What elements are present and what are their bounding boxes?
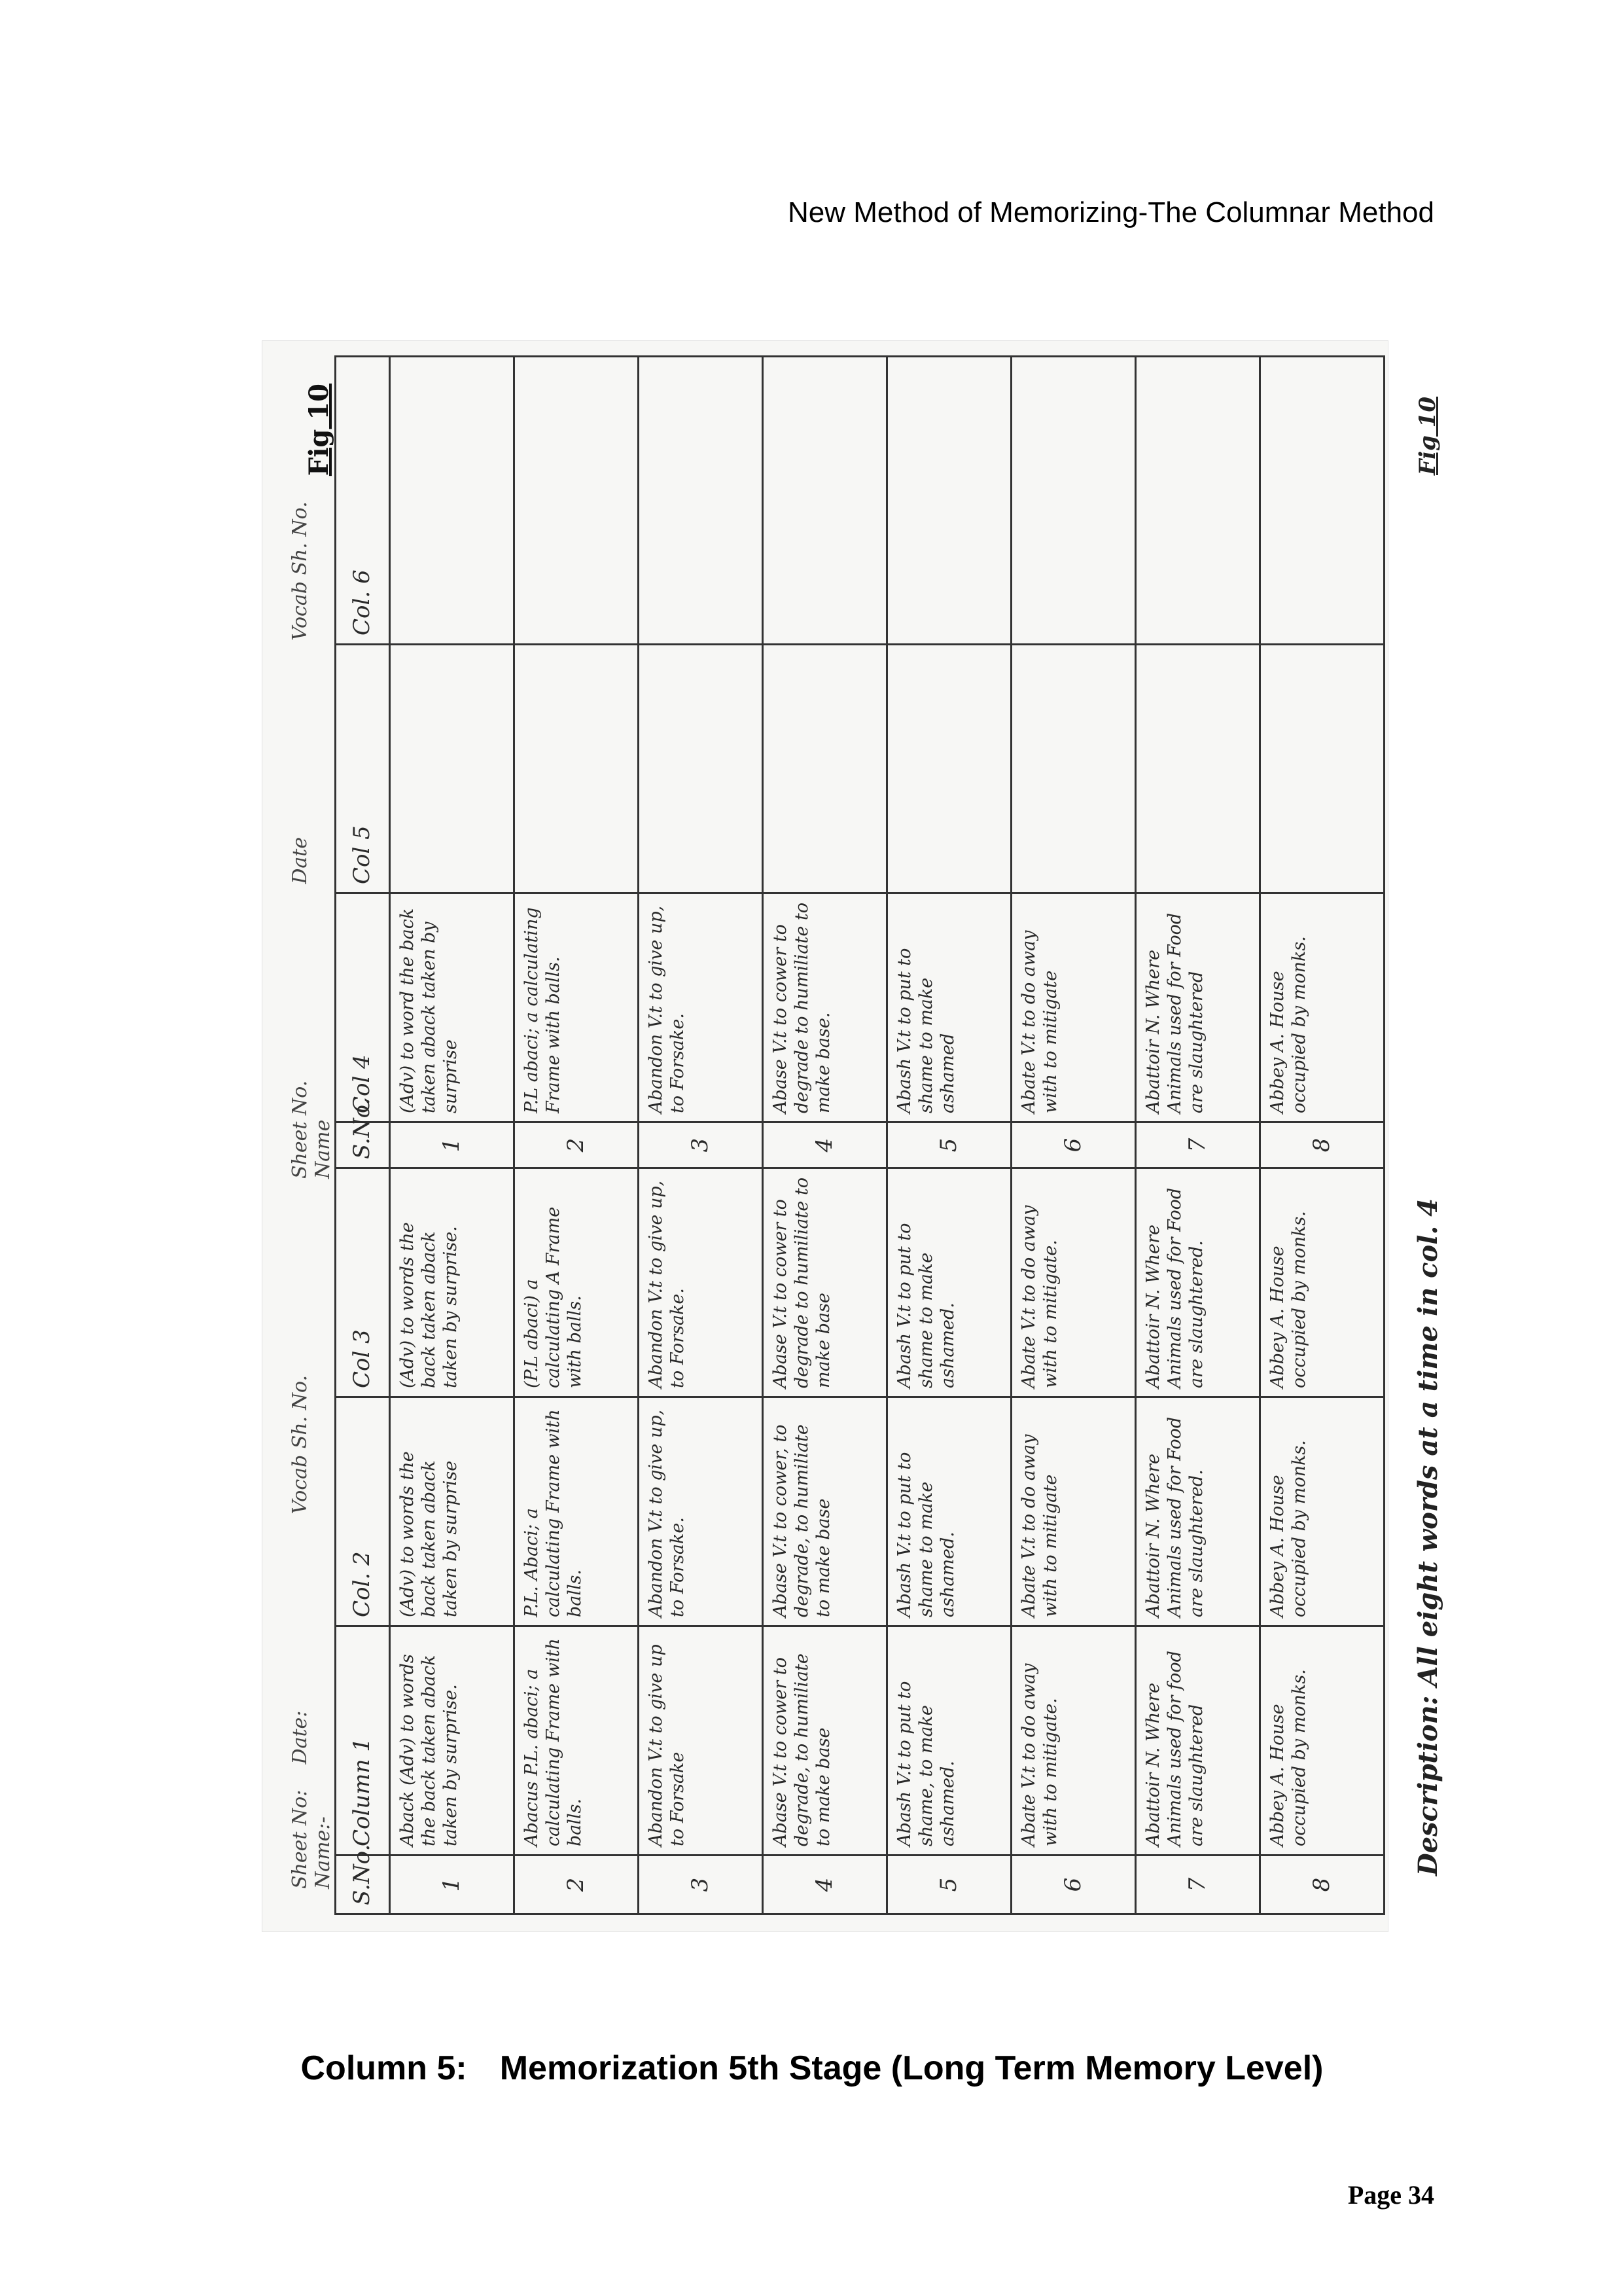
row-number: 2 <box>514 1856 639 1914</box>
worksheet-header <box>289 357 334 1915</box>
col2-cell: Abandon V.t to give up, to Forsake. <box>639 1397 763 1626</box>
row-number-2: 2 <box>514 1122 639 1168</box>
row-number-2: 6 <box>1012 1122 1136 1168</box>
header-col1: Column 1 <box>336 1626 390 1856</box>
col2-cell: Abate V.t to do away with to mitigate <box>1012 1397 1136 1626</box>
worksheet-description <box>1385 357 1470 1915</box>
col2-cell: (Adv) to words the back taken aback taken by surprise <box>390 1397 514 1626</box>
table-row <box>514 357 639 1914</box>
row-number: 8 <box>1260 1856 1385 1914</box>
figure-caption <box>0 2049 1624 2088</box>
col6-cell <box>639 357 763 645</box>
col4-cell: Abase V.t to cower to degrade to humiliate to make base. <box>763 893 887 1122</box>
row-number: 3 <box>639 1856 763 1914</box>
col5-cell <box>1136 645 1260 893</box>
page-header-title: New Method of Memorizing-The Columnar Method <box>788 196 1434 228</box>
header-col4: Col 4 <box>336 893 390 1122</box>
col2-cell: Abash V.t to put to shame to make ashamed. <box>887 1397 1012 1626</box>
col6-cell <box>887 357 1012 645</box>
caption-text: Memorization 5th Stage (Long Term Memory Level) <box>499 2049 1324 2087</box>
col5-cell <box>390 645 514 893</box>
col1-cell: Abash V.t to put to shame, to make ashamed. <box>887 1626 1012 1856</box>
description-text: Description: All eight words at a time in col. 4 <box>1412 1198 1443 1876</box>
col1-cell: Abate V.t to do away with to mitigate. <box>1012 1626 1136 1856</box>
col1-cell: Abattoir N. Where Animals used for food are slaughtered <box>1136 1626 1260 1856</box>
header-sno: S.No. <box>336 1856 390 1914</box>
col4-cell: Abandon V.t to give up, to Forsake. <box>639 893 763 1122</box>
col3-cell: (Adv) to words the back taken aback taken by surprise. <box>390 1168 514 1397</box>
row-number-2: 8 <box>1260 1122 1385 1168</box>
col5-cell <box>514 645 639 893</box>
fig-label: Fig 10 <box>304 384 334 476</box>
col3-cell: Abandon V.t to give up, to Forsake. <box>639 1168 763 1397</box>
row-number: 7 <box>1136 1856 1260 1914</box>
row-number-2: 5 <box>887 1122 1012 1168</box>
col6-cell <box>1260 357 1385 645</box>
table-row <box>1136 357 1260 1914</box>
header-middle <box>289 501 334 1764</box>
rotated-worksheet <box>289 357 1443 1915</box>
col1-cell: Abbey A. House occupied by monks. <box>1260 1626 1385 1856</box>
col6-cell <box>514 357 639 645</box>
caption-column: Column 5: <box>300 2049 467 2087</box>
col1-cell: Abase V.t to cower to degrade, to humiliate to make base <box>763 1626 887 1856</box>
col5-cell <box>887 645 1012 893</box>
row-number-2: 7 <box>1136 1122 1260 1168</box>
col5-cell <box>1260 645 1385 893</box>
row-number-2: 4 <box>763 1122 887 1168</box>
col4-cell: P.L abaci; a calculating Frame with balls. <box>514 893 639 1122</box>
header-sno2: S.No. <box>336 1122 390 1168</box>
col4-cell: Abattoir N. Where Animals used for Food are slaughtered <box>1136 893 1260 1122</box>
col2-cell: P.L. Abaci; a calculating Frame with balls. <box>514 1397 639 1626</box>
col4-cell: (Adv) to word the back taken aback taken by surprise <box>390 893 514 1122</box>
col5-cell <box>639 645 763 893</box>
row-number: 5 <box>887 1856 1012 1914</box>
col6-cell <box>1012 357 1136 645</box>
col4-cell: Abbey A. House occupied by monks. <box>1260 893 1385 1122</box>
vocabulary-table <box>334 355 1385 1915</box>
table-row <box>1260 357 1385 1914</box>
col1-cell: Abandon V.t to give up to Forsake <box>639 1626 763 1856</box>
col2-cell: Abase V.t to cower, to degrade, to humiliate to make base <box>763 1397 887 1626</box>
sheet-no-left: Sheet No: Name:- <box>289 1789 334 1889</box>
col2-cell: Abbey A. House occupied by monks. <box>1260 1397 1385 1626</box>
col3-cell: Abattoir N. Where Animals used for Food are slaughtered. <box>1136 1168 1260 1397</box>
header-col2: Col. 2 <box>336 1397 390 1626</box>
header-col6: Col. 6 <box>336 357 390 645</box>
date-left: Date: <box>289 1710 311 1765</box>
col6-cell <box>763 357 887 645</box>
scanned-worksheet <box>262 340 1443 1932</box>
table-row <box>1012 357 1136 1914</box>
row-number: 6 <box>1012 1856 1136 1914</box>
row-number-2: 1 <box>390 1122 514 1168</box>
row-number: 4 <box>763 1856 887 1914</box>
col3-cell: (P.L abaci) a calculating A Frame with balls. <box>514 1168 639 1397</box>
col2-cell: Abattoir N. Where Animals used for Food are slaughtered. <box>1136 1397 1260 1626</box>
col3-cell: Abase V.t to cower to degrade to humiliate to make base <box>763 1168 887 1397</box>
col1-cell: Aback (Adv) to words the back taken aback taken by surprise. <box>390 1626 514 1856</box>
col1-cell: Abacus P.L. abaci; a calculating Frame with balls. <box>514 1626 639 1856</box>
fig-bottom-label: Fig 10 <box>1415 397 1441 475</box>
date-right: Date <box>289 836 311 884</box>
table-row <box>390 357 514 1914</box>
vocab-sh-no-left: Vocab Sh. No. <box>289 1374 311 1515</box>
col4-cell: Abash V.t to put to shame to make ashamed <box>887 893 1012 1122</box>
col5-cell <box>763 645 887 893</box>
table-row <box>763 357 887 1914</box>
header-col5: Col 5 <box>336 645 390 893</box>
table-header-row <box>336 357 390 1914</box>
page-number: Page 34 <box>1347 2180 1434 2210</box>
col5-cell <box>1012 645 1136 893</box>
col6-cell <box>1136 357 1260 645</box>
table-row <box>887 357 1012 1914</box>
header-col3: Col 3 <box>336 1168 390 1397</box>
row-number: 1 <box>390 1856 514 1914</box>
vocab-sh-no-right: Vocab Sh. No. <box>289 501 311 641</box>
col4-cell: Abate V.t to do away with to mitigate <box>1012 893 1136 1122</box>
col3-cell: Abate V.t to do away with to mitigate. <box>1012 1168 1136 1397</box>
col6-cell <box>390 357 514 645</box>
col3-cell: Abash V.t to put to shame to make ashamed. <box>887 1168 1012 1397</box>
table-row <box>639 357 763 1914</box>
name-left: Name:- <box>311 1816 334 1889</box>
row-number-2: 3 <box>639 1122 763 1168</box>
sheet-no-right: Sheet No. Name <box>289 1080 334 1179</box>
col3-cell: Abbey A. House occupied by monks. <box>1260 1168 1385 1397</box>
